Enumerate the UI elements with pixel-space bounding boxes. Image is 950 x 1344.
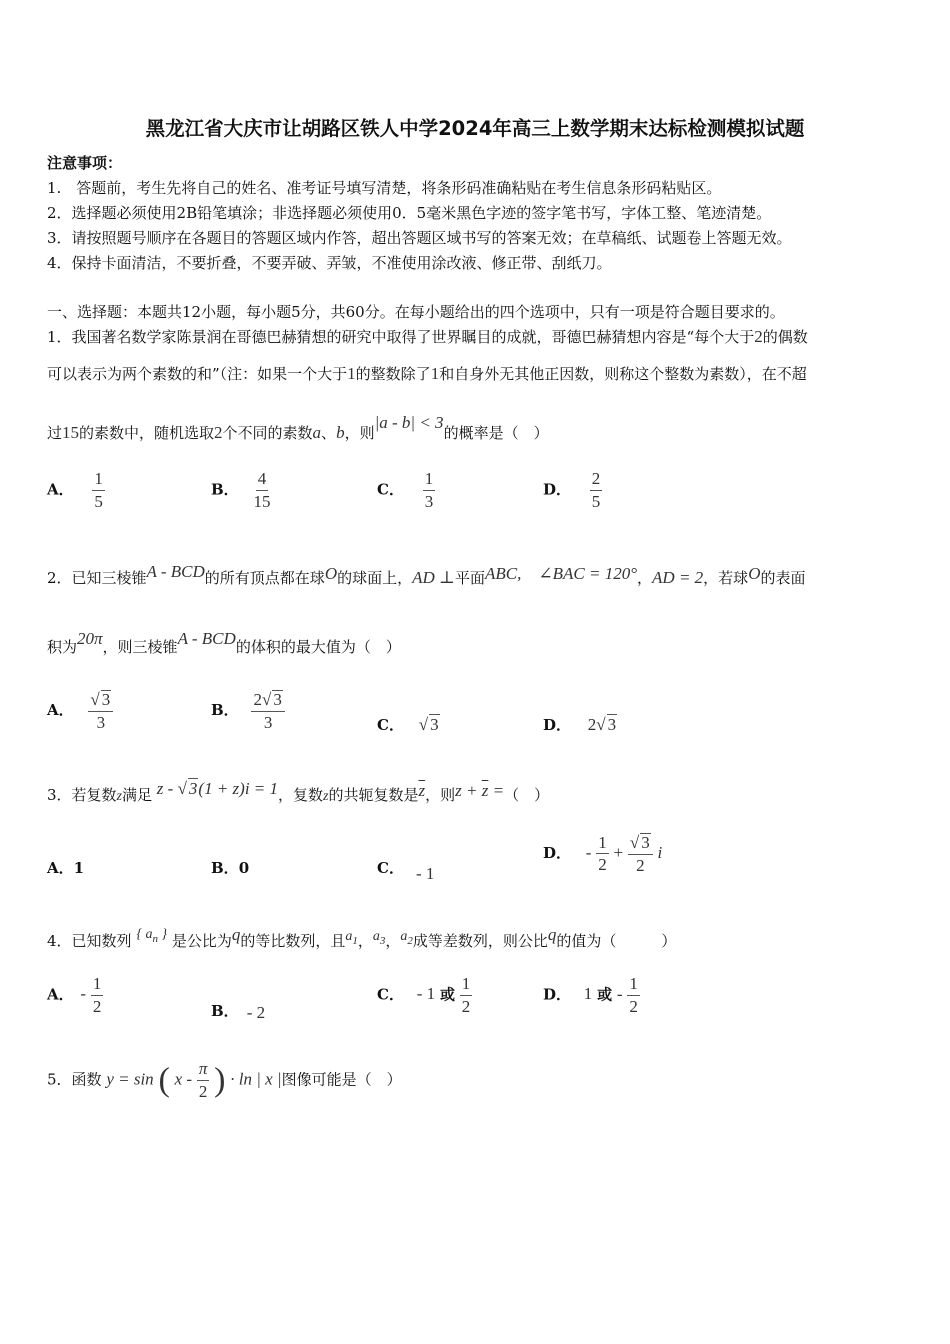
option-a[interactable]: A． $\frac{1}{5}$ xyxy=(47,469,103,511)
option-b[interactable]: B．0 xyxy=(211,859,250,877)
notice-item: 2．选择题必须使用2B铅笔填涂；非选择题必须使用0．5毫米黑色字迹的签字笔书写，字体工整、笔迹清楚。 xyxy=(47,204,772,222)
notice-item: 3．请按照题号顺序在各题目的答题区域内作答，超出答题区域书写的答案无效；在草稿纸、试题卷上答题无效。 xyxy=(47,229,792,247)
notice-item: 4．保持卡面清洁，不要折叠，不要弄破、弄皱，不准使用涂改液、修正带、刮纸刀。 xyxy=(47,254,612,272)
section-heading: 一、选择题：本题共12小题，每小题5分，共60分。在每小题给出的四个选项中，只有一项是符合题目要求的。 xyxy=(47,303,785,321)
notice-item: 1. 答题前，考生先将自己的姓名、准考证号填写清楚，将条形码准确粘贴在考生信息条形码粘贴区。 xyxy=(47,179,722,197)
option-d[interactable]: D． - $\frac{1}{2}$ + $\frac{√ 3}{2}$ i xyxy=(543,832,663,875)
option-c[interactable]: C． √ 3 xyxy=(377,715,439,734)
question-1-line: 可以表示为两个素数的和”（注：如果一个大于1的整数除了1和自身外无其他正因数，则称这个整数为素数），在不超 xyxy=(47,364,807,383)
option-a[interactable]: A． $\frac{√ 3}{3}$ xyxy=(47,690,113,732)
option-c[interactable]: C． - 1 xyxy=(377,859,435,883)
option-b[interactable]: B． - 2 xyxy=(211,1002,266,1022)
option-d[interactable]: D． 2√ 3 xyxy=(543,715,617,734)
notice-heading: 注意事项： xyxy=(47,154,123,172)
question-4-line: 4．已知数列 { $a_n$ } 是公比为q的等比数列，且$a_1$，$a_3$，$a_2$成等差数列，则公比q的值为（ ） xyxy=(47,925,677,950)
page-title: 黑龙江省大庆市让胡路区铁人中学2024年高三上数学期末达标检测模拟试题 xyxy=(145,117,805,140)
option-b[interactable]: B． $\frac{2√ 3}{3}$ xyxy=(211,690,285,732)
question-3-line: 3．若复数z满足 z - √ 3(1 + z)i = 1，复数z的共轭复数是$\overline{z}$，则$z + \overline{z}$ =（ ） xyxy=(47,779,550,804)
question-1-line: 1．我国著名数学家陈景润在哥德巴赫猜想的研究中取得了世界瞩目的成就，哥德巴赫猜想内容是“每个大于2的偶数 xyxy=(47,327,808,346)
option-d[interactable]: D． $\frac{2}{5}$ xyxy=(543,469,601,511)
question-2-line: 2．已知三棱锥A - BCD的所有顶点都在球O的球面上，AD ⊥平面ABC, ∠BAC = 120°，AD = 2，若球O的表面 xyxy=(47,562,806,587)
option-c[interactable]: C． $\frac{1}{3}$ xyxy=(377,469,434,511)
question-1-line: 过15的素数中，随机选取2个不同的素数a、b，则|a - b| < 3的概率是（ ） xyxy=(47,413,549,442)
option-a[interactable]: A． - $\frac{1}{2}$ xyxy=(47,974,102,1016)
option-b[interactable]: B． $\frac{4}{15}$ xyxy=(211,469,271,511)
option-a[interactable]: A．1 xyxy=(47,859,85,877)
option-d[interactable]: D． 1 或 - $\frac{1}{2}$ xyxy=(543,974,638,1016)
option-c[interactable]: C． - 1 或 $\frac{1}{2}$ xyxy=(377,974,471,1016)
question-2-line: 积为20π，则三棱锥A - BCD的体积的最大值为（ ） xyxy=(47,629,401,656)
question-5-line: 5．函数 y = sin ( x - $\frac{\pi}{2}$ ) · ln | x |图像可能是（ ） xyxy=(47,1059,402,1101)
